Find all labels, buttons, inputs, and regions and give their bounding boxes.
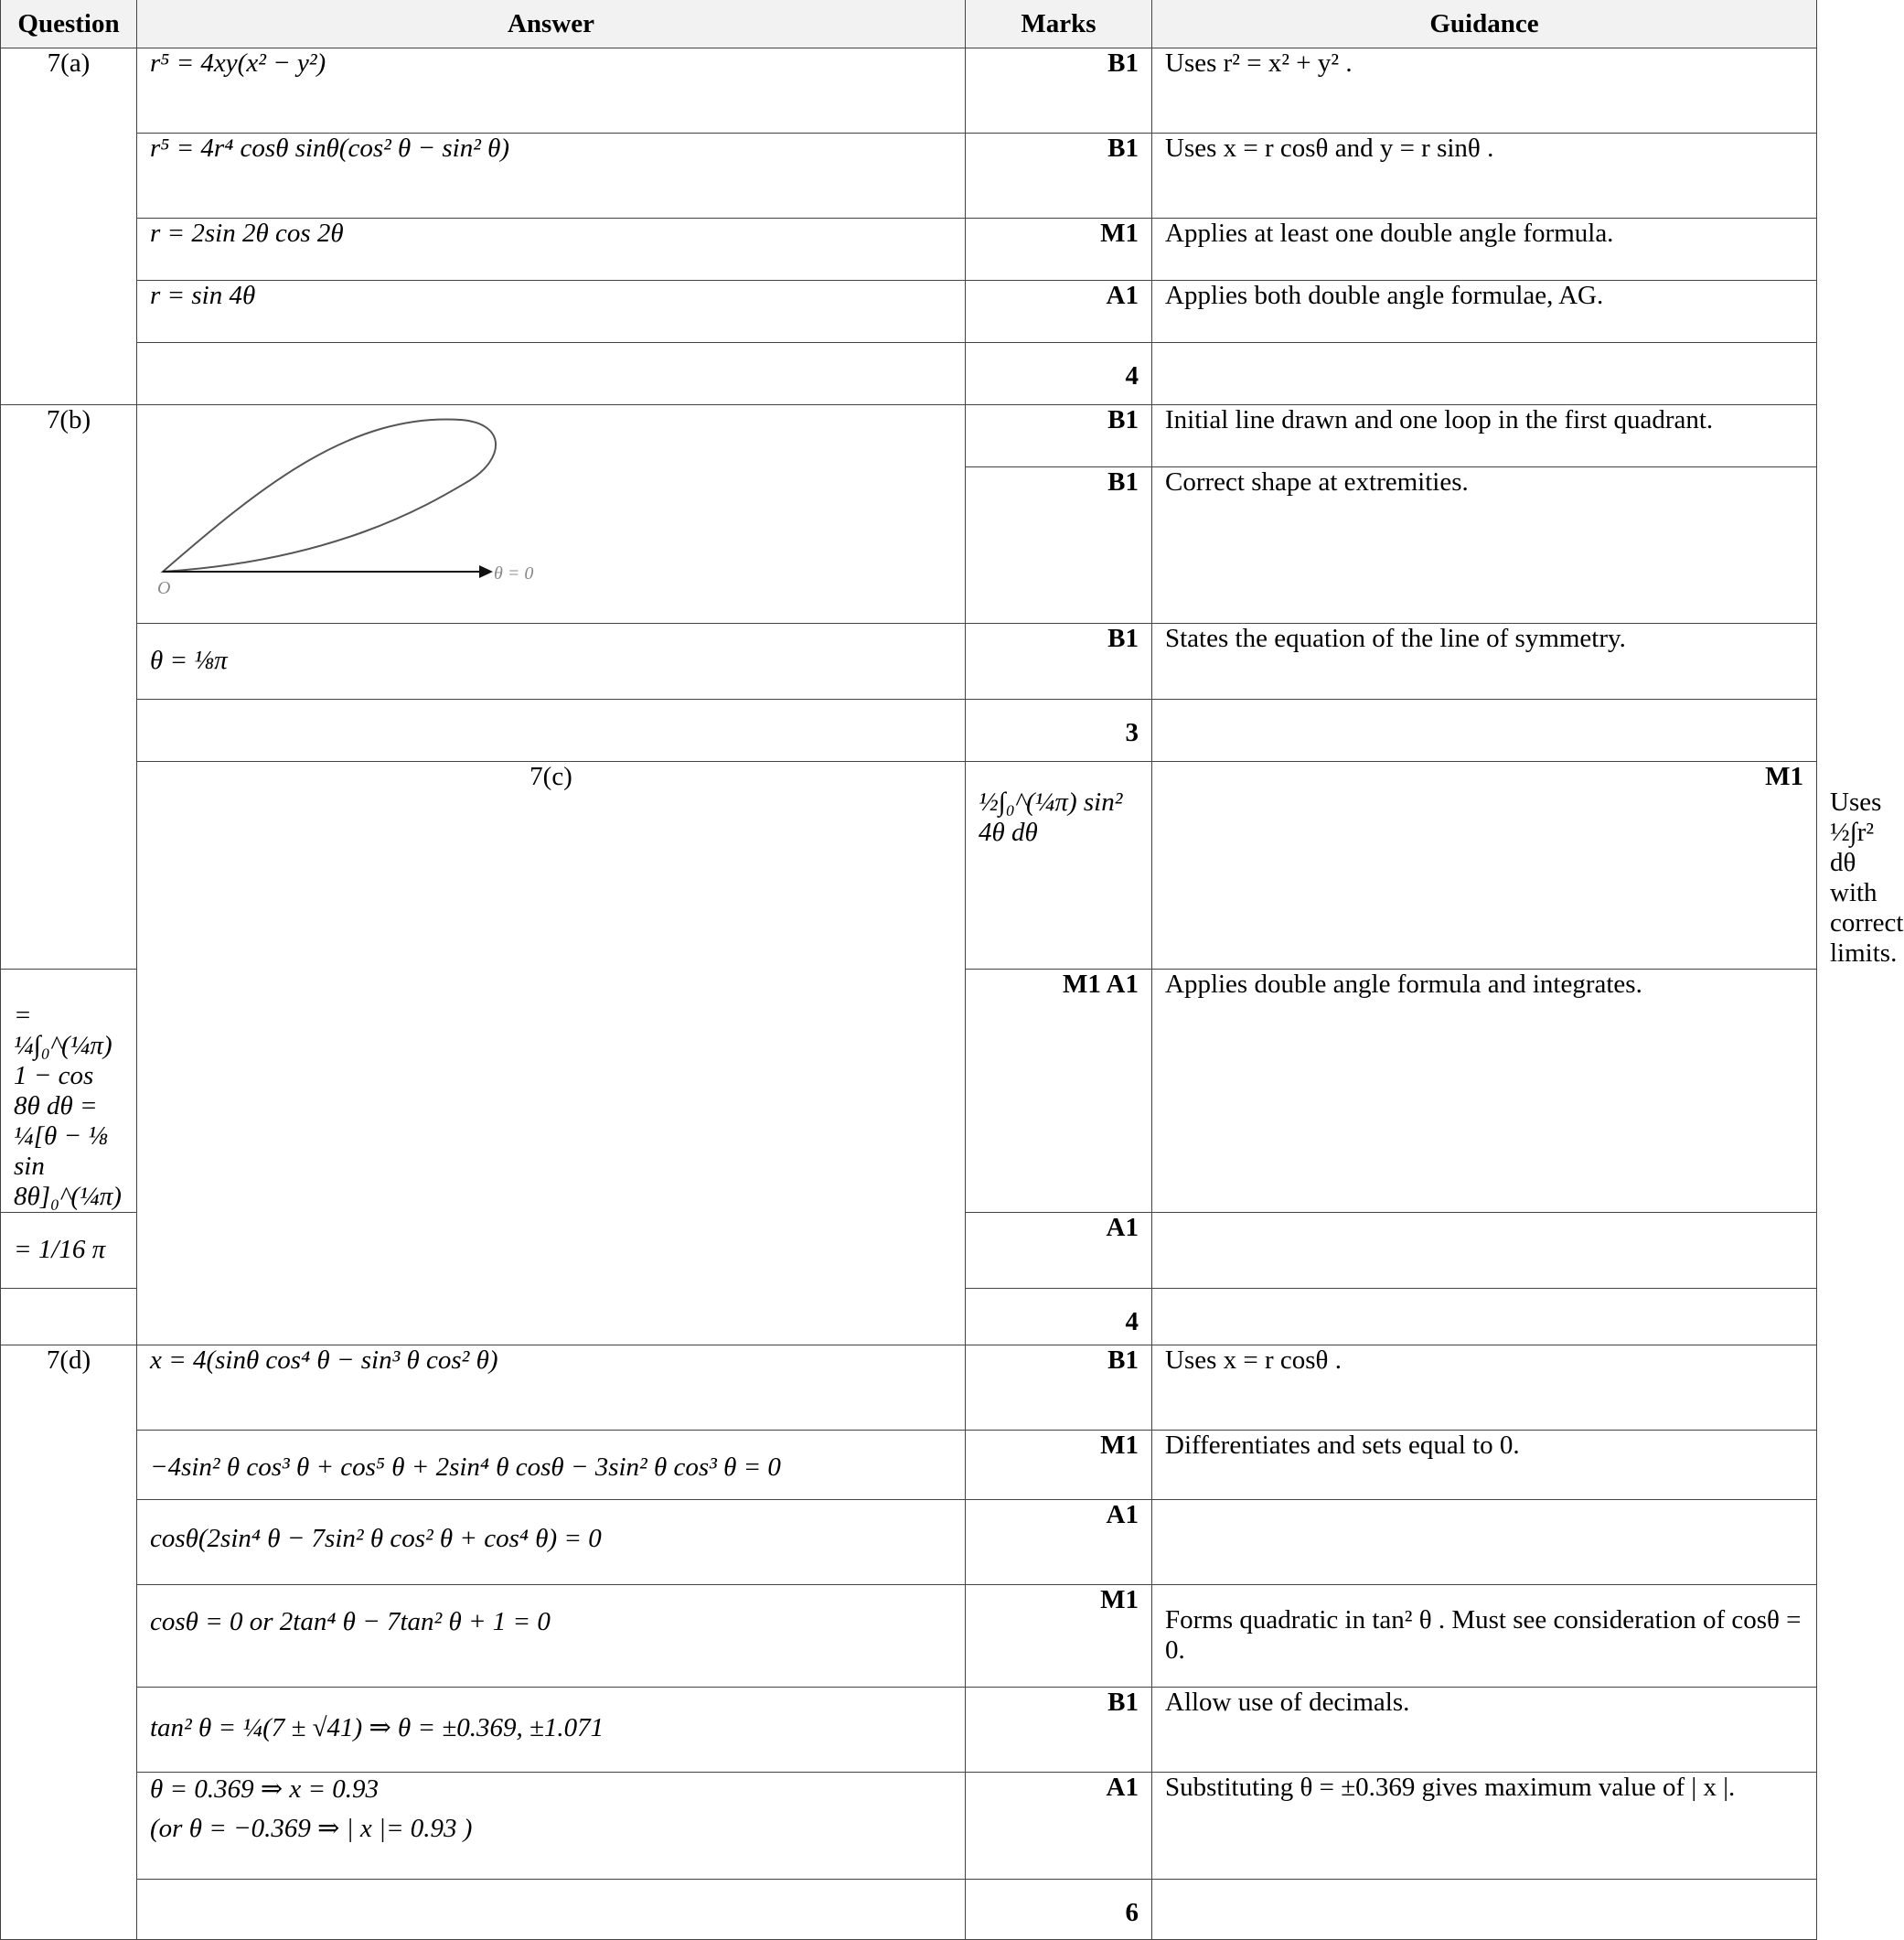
table-row	[1, 281, 1817, 343]
answer-cell: r = sin 4θ	[137, 281, 966, 343]
guidance-cell: Initial line drawn and one loop in the first quadrant.	[1152, 405, 1817, 467]
marks-cell: A1	[966, 1213, 1152, 1289]
question-label: 7(c)	[137, 762, 966, 1345]
answer-cell: −4sin² θ cos³ θ + cos⁵ θ + 2sin⁴ θ cosθ − 3sin² θ cos³ θ = 0	[137, 1431, 966, 1500]
header-row	[1, 0, 1817, 48]
question-label: 7(d)	[1, 1345, 137, 1940]
guidance-cell	[1152, 1213, 1817, 1289]
guidance-cell	[1152, 1500, 1817, 1585]
answer-cell-empty	[137, 343, 966, 405]
guidance-cell-empty	[1152, 343, 1817, 405]
answer-cell: cosθ = 0 or 2tan⁴ θ − 7tan² θ + 1 = 0	[137, 1585, 966, 1688]
answer-cell: θ = ⅛π	[137, 624, 966, 700]
guidance-cell: Correct shape at extremities.	[1152, 467, 1817, 624]
question-label: 7(b)	[1, 405, 137, 970]
answer-cell: tan² θ = ¼(7 ± √41) ⇒ θ = ±0.369, ±1.071	[137, 1688, 966, 1773]
guidance-cell: Applies at least one double angle formula.	[1152, 219, 1817, 281]
answer-cell: = 1/16 π	[1, 1213, 137, 1289]
answer-cell-empty	[137, 700, 966, 762]
marks-cell: M1	[1152, 762, 1817, 970]
marks-cell: B1	[966, 48, 1152, 134]
guidance-cell: States the equation of the line of symmetry.	[1152, 624, 1817, 700]
marks-cell: B1	[966, 624, 1152, 700]
sketch-cell	[137, 405, 966, 624]
question-label: 7(a)	[1, 48, 137, 405]
marks-cell: A1	[966, 1500, 1152, 1585]
table-row	[1, 405, 1817, 467]
table-row: 7(c) ½∫₀^(¼π) sin² 4θ dθ M1 Uses ½∫r² dθ with correct limits.	[1, 762, 1817, 970]
marks-cell: B1	[966, 467, 1152, 624]
answer-cell: x = 4(sinθ cos⁴ θ − sin³ θ cos² θ)	[137, 1345, 966, 1431]
answer-cell: r⁵ = 4r⁴ cosθ sinθ(cos² θ − sin² θ)	[137, 134, 966, 219]
header-guidance: Guidance	[1152, 0, 1817, 48]
table-row	[1, 1500, 1817, 1585]
guidance-cell: Uses x = r cosθ .	[1152, 1345, 1817, 1431]
loop-curve	[163, 419, 496, 572]
answer-cell: ½∫₀^(¼π) sin² 4θ dθ	[966, 762, 1152, 970]
guidance-cell-empty	[1152, 1289, 1817, 1345]
marks-cell: M1	[966, 1431, 1152, 1500]
initial-line-label: θ = 0	[494, 563, 534, 584]
table-row	[1, 1345, 1817, 1431]
guidance-cell: Differentiates and sets equal to 0.	[1152, 1431, 1817, 1500]
total-row	[1, 343, 1817, 405]
answer-cell: r⁵ = 4xy(x² − y²)	[137, 48, 966, 134]
guidance-cell: Uses r² = x² + y² .	[1152, 48, 1817, 134]
table-row	[1, 624, 1817, 700]
guidance-cell-empty	[1152, 1880, 1817, 1940]
origin-label: O	[157, 578, 171, 598]
marks-cell: A1	[966, 281, 1152, 343]
table-row	[1, 1585, 1817, 1688]
total-marks: 3	[966, 700, 1152, 762]
marks-cell: B1	[966, 134, 1152, 219]
total-row	[1, 1880, 1817, 1940]
table-row	[1, 219, 1817, 281]
total-marks: 6	[966, 1880, 1152, 1940]
marks-cell: M1	[966, 219, 1152, 281]
marks-cell: M1 A1	[966, 970, 1152, 1213]
table-row	[1, 48, 1817, 134]
answer-cell: = ¼∫₀^(¼π) 1 − cos 8θ dθ = ¼[θ − ⅛ sin 8θ]₀^(¼π)	[1, 970, 137, 1213]
answer-cell	[137, 1773, 966, 1880]
marks-cell: B1	[966, 1345, 1152, 1431]
header-answer: Answer	[137, 0, 966, 48]
table-row	[1, 134, 1817, 219]
answer-cell: cosθ(2sin⁴ θ − 7sin² θ cos² θ + cos⁴ θ) = 0	[137, 1500, 966, 1585]
guidance-cell: Forms quadratic in tan² θ . Must see consideration of cosθ = 0.	[1152, 1585, 1817, 1688]
answer-line: θ = 0.369 ⇒ x = 0.93	[150, 1774, 380, 1804]
answer-line-alt: (or θ = −0.369 ⇒ | x |= 0.93 )	[150, 1814, 473, 1843]
guidance-cell: Applies both double angle formulae, AG.	[1152, 281, 1817, 343]
total-row	[1, 700, 1817, 762]
answer-cell: r = 2sin 2θ cos 2θ	[137, 219, 966, 281]
marks-cell: B1	[966, 405, 1152, 467]
arrow-head-icon	[479, 565, 493, 578]
guidance-cell: Substituting θ = ±0.369 gives maximum value of | x |.	[1152, 1773, 1817, 1880]
polar-loop-sketch	[150, 405, 571, 617]
table-row	[1, 1688, 1817, 1773]
total-marks: 4	[966, 343, 1152, 405]
table-row	[1, 1773, 1817, 1880]
marks-cell: M1	[966, 1585, 1152, 1688]
guidance-cell: Applies double angle formula and integrates.	[1152, 970, 1817, 1213]
answer-cell-empty	[137, 1880, 966, 1940]
answer-cell-empty	[1, 1289, 137, 1345]
marks-cell: B1	[966, 1688, 1152, 1773]
total-marks: 4	[966, 1289, 1152, 1345]
header-marks: Marks	[966, 0, 1152, 48]
guidance-cell: Allow use of decimals.	[1152, 1688, 1817, 1773]
header-question: Question	[1, 0, 137, 48]
guidance-cell: Uses x = r cosθ and y = r sinθ .	[1152, 134, 1817, 219]
guidance-cell-empty	[1152, 700, 1817, 762]
table-row	[1, 1431, 1817, 1500]
marks-cell: A1	[966, 1773, 1152, 1880]
